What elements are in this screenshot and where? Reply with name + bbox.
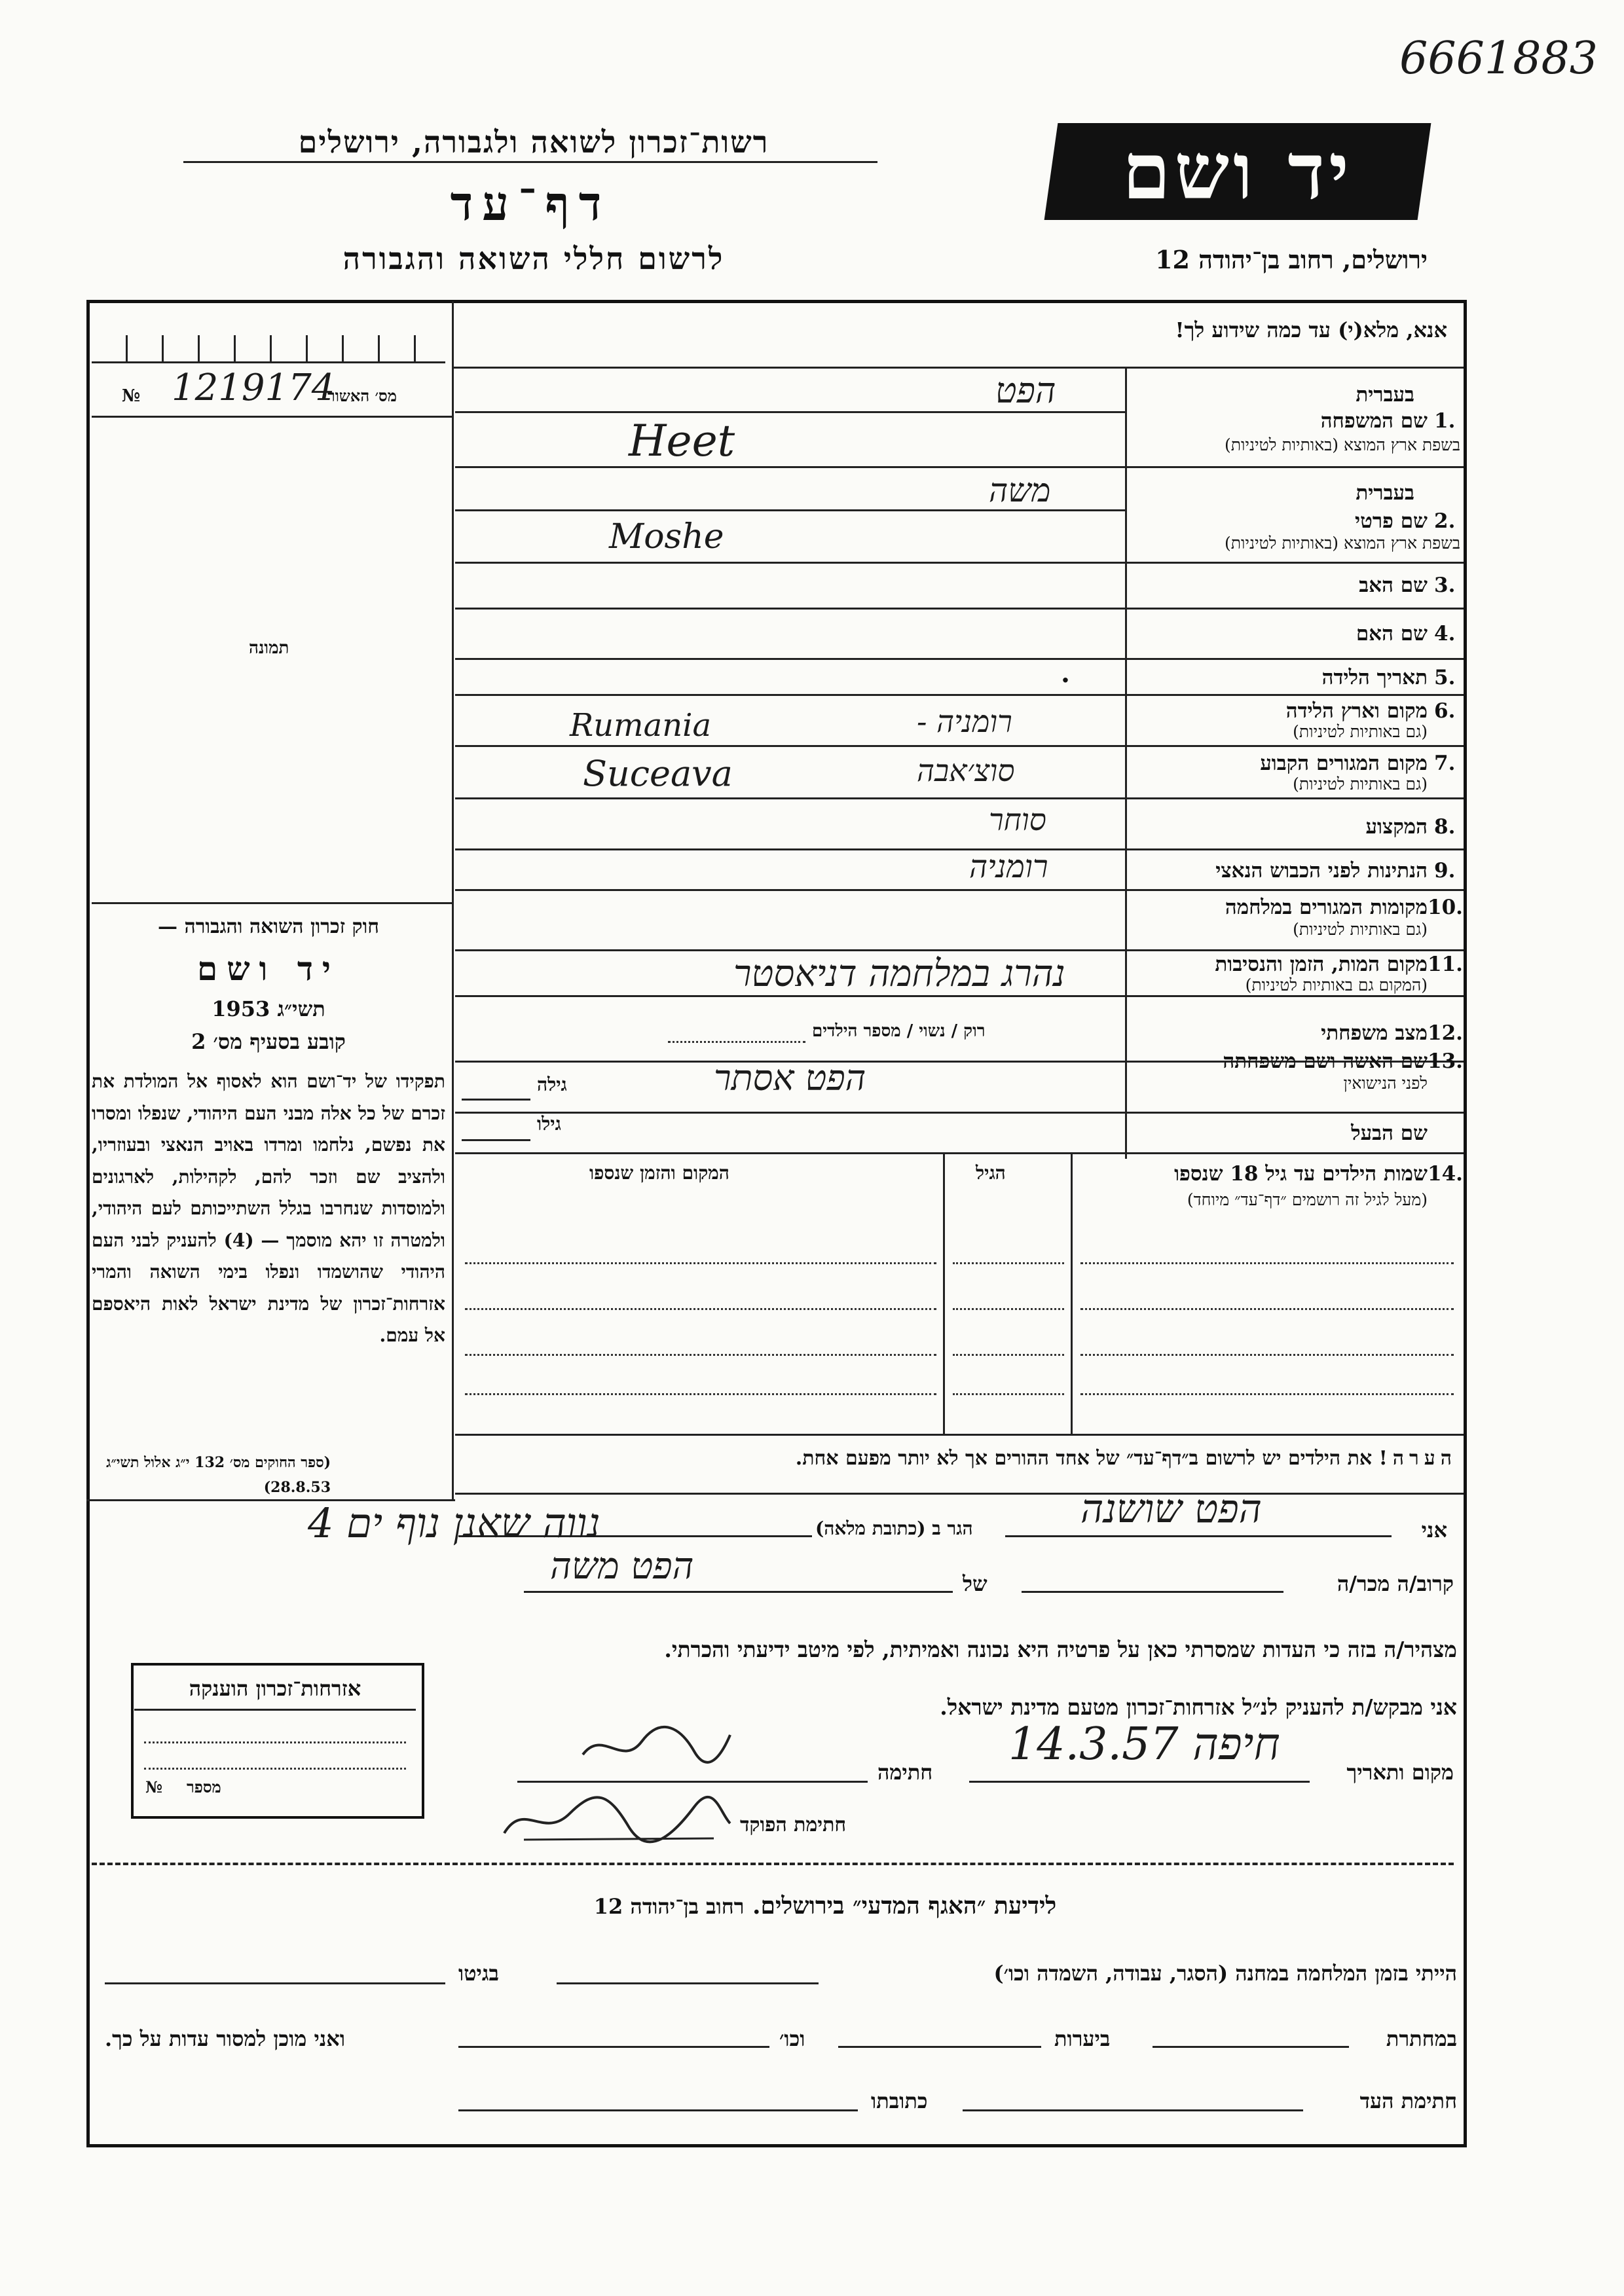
footer-address: רחוב בן־יהודה 12 — [593, 1894, 745, 1919]
row-rule — [455, 608, 1464, 610]
decl-ani: אני — [1421, 1518, 1447, 1542]
logo-text: יד ושם — [1122, 126, 1354, 217]
decl-name-line — [1005, 1535, 1392, 1537]
field-2-sub: בשפת ארץ המוצא (באותיות לטיניות) — [1225, 534, 1460, 553]
certificate-line — [144, 1741, 406, 1743]
field-11-label: מקום המות, הזמן והנסיבות — [1215, 953, 1428, 976]
footer-camp-line — [557, 1982, 819, 1984]
field-1-sub: בשפת ארץ המוצא (באותיות לטיניות) — [1225, 435, 1460, 454]
husband-age-label: גילו — [537, 1113, 561, 1135]
reg-no-rule — [92, 416, 452, 418]
signature-label: חתימה — [877, 1760, 933, 1785]
field-13-label: שם האשה ושם משפחתה — [1223, 1049, 1428, 1073]
row-rule — [455, 1152, 1464, 1154]
field-6-value-latin: Rumania — [570, 707, 712, 744]
certificate-line — [144, 1768, 406, 1770]
field-11-value: נהרג במלחמה דניאסטר — [733, 953, 1065, 995]
field-13-sub: לפני הנישואין — [1343, 1074, 1428, 1093]
officer-signature-scribble — [498, 1787, 733, 1846]
field-9-label: הנתינות לפני הכבוש הנאצי — [1215, 859, 1428, 883]
children-title: שמות הילדים עד גיל 18 שנספו — [1174, 1162, 1428, 1186]
law-source: (ספר החוקים מס׳ 132 י״ג אלול תשי״ג 28.8.53) — [106, 1454, 331, 1496]
row-rule — [455, 848, 1464, 850]
field-11-sub: (המקום גם באותיות לטיניות) — [1245, 975, 1428, 994]
row-rule — [455, 949, 1464, 951]
row-rule — [455, 995, 1464, 997]
officer-label: חתימת הפוקד — [740, 1813, 847, 1836]
row-rule — [455, 509, 1126, 511]
field-11-num: 11. — [1428, 953, 1463, 976]
field-2-value-latin: Moshe — [609, 517, 724, 556]
children-row — [953, 1262, 1064, 1264]
field-3-num: 3. — [1434, 574, 1456, 597]
field-8-value: סוחר — [989, 802, 1046, 837]
field-1-hebrew-tag: בעברית — [1356, 383, 1414, 407]
footer-underground-line — [1153, 2046, 1349, 2048]
photo-label: תמונה — [249, 638, 289, 658]
field-2-value-hebrew: משה — [989, 471, 1051, 509]
certificate-number-label: מספר — [187, 1777, 221, 1796]
row-rule — [455, 797, 1464, 799]
footer-address-line — [458, 2109, 858, 2111]
instruction-rule — [452, 367, 1464, 369]
children-row — [1080, 1354, 1454, 1356]
row-rule — [455, 745, 1464, 747]
certificate-number-symbol: № — [145, 1777, 163, 1796]
field-10-label: מקומות המגורים במלחמה — [1225, 896, 1428, 919]
row-rule — [455, 1112, 1464, 1114]
relation-value: הפט משה — [550, 1545, 694, 1588]
husband-age-line — [462, 1139, 530, 1141]
field-13-value: הפט אסתר — [714, 1057, 866, 1099]
field-9-num: 9. — [1434, 859, 1456, 883]
reg-no-symbol: № — [122, 386, 141, 406]
wife-age-label: גילה — [537, 1074, 567, 1095]
children-row — [1080, 1308, 1454, 1310]
place-date-line — [969, 1781, 1310, 1783]
children-row — [1080, 1262, 1454, 1264]
field-6-label: מקום וארץ הלידה — [1285, 699, 1428, 723]
request: אני מבקש/ת להעניק לנ״ל אזרחות־זכרון מטעם מדינת ישראל. — [940, 1694, 1457, 1720]
children-bottom-rule — [455, 1434, 1464, 1436]
place-date-label: מקום ותאריך — [1346, 1760, 1454, 1785]
field-2-num: 2. — [1434, 509, 1456, 533]
certificate-title: אזרחות־זכרון הוענקה — [189, 1676, 361, 1701]
field-7-label: מקום המגורים הקבוע — [1260, 752, 1428, 775]
field-7-value-latin: Suceava — [583, 753, 733, 794]
children-row — [953, 1308, 1064, 1310]
decl-residing: הגר ב (כתובת מלאה) — [815, 1518, 973, 1539]
field-7-num: 7. — [1434, 752, 1456, 775]
of-label: של — [963, 1571, 987, 1596]
address-value: נווה שאנן נוף ים 4 — [308, 1499, 600, 1547]
row-rule — [455, 889, 1464, 891]
children-col-divider — [943, 1152, 945, 1434]
footer-forests: ביערות — [1054, 2026, 1111, 2051]
footer-ready: ואני מוכן למסור עדות על כך. — [105, 2026, 346, 2051]
instruction: אנא, מלא(י) עד כמה שידוע לך! — [1175, 318, 1447, 342]
law-name: יד ושם — [197, 949, 340, 988]
footer-address-label: כתובתו — [871, 2088, 928, 2113]
footer-title-text: לידיעת ״האגף המדעי״ בירושלים. — [752, 1892, 1057, 1920]
certificate-title-rule — [134, 1709, 416, 1711]
field-7-value-hebrew: סוצ׳אבה — [917, 753, 1015, 788]
field-8-label: המקצוע — [1365, 815, 1428, 839]
left-column-divider — [452, 301, 454, 1499]
children-age-header: הגיל — [976, 1162, 1006, 1184]
field-5-num: 5. — [1434, 666, 1456, 689]
field-1-value-latin: Heet — [629, 416, 735, 466]
footer-underground: במחתרת — [1386, 2026, 1457, 2051]
row-rule — [455, 411, 1126, 413]
note-text: את הילדים יש לרשום ב״דף־עד״ של אחד ההורים אך לא יותר מפעם אחת. — [795, 1447, 1373, 1470]
field-5-value: . — [1061, 658, 1070, 689]
signature-scribble — [576, 1722, 733, 1768]
relation-label: קרוב/ה מכר/ה — [1337, 1571, 1454, 1596]
footer-ghetto-line — [105, 1982, 445, 1984]
reg-ticks — [92, 335, 445, 363]
reg-no-label: מס׳ האשור — [327, 386, 397, 405]
of-line — [524, 1591, 953, 1593]
cut-line — [92, 1863, 1454, 1865]
yad-vashem-logo — [1044, 123, 1431, 220]
field-2-label: שם פרטי — [1354, 509, 1428, 533]
husband-label: שם הבעל — [1351, 1121, 1428, 1145]
witness-name: הפט שושנה — [1080, 1486, 1262, 1532]
footer-witness-sig: חתימת העד — [1359, 2088, 1457, 2113]
photo-bottom-rule — [92, 902, 452, 904]
field-12-num: 12. — [1428, 1021, 1463, 1045]
law-body: תפקידו של יד־ושם הוא לאסוף אל המולדת את זכרם של כל אלה מבני העם היהודי, שנפלו ומסרו את נפשם, נלחמו ומרדו באויב הנאצי ובעוזריו, ולהציב שם וזכר להם, לקהילות, לארגונים ולמוסדות שנחרבו בגלל השתייכותם לעם היהודי, ולמטרה זו יהא מוסמך — (4) להעניק לבני העם היהודי שהושמדו ונפלו בימי השואה והמרי אזרחות־זכרון של מדינת ישראל לאות היאספם אל עמם. — [92, 1070, 446, 1346]
footer-etc-line — [458, 2046, 769, 2048]
field-6-sub: (גם באותיות לטיניות) — [1293, 722, 1428, 741]
footer-title — [458, 1892, 1192, 1920]
field-13-num: 13. — [1428, 1049, 1463, 1073]
logo-address: ירושלים, רחוב בן־יהודה 12 — [1155, 245, 1428, 274]
field-1-value-hebrew: הפט — [995, 370, 1056, 411]
law-clause: קובע בסעיף מס׳ 2 — [191, 1029, 346, 1054]
form-subtitle: לרשום חללי השואה והגבורה — [342, 241, 725, 276]
institution-name: רשות־זכרון לשואה ולגבורה, ירושלים — [298, 124, 769, 160]
footer-ghetto: בגיטו — [458, 1961, 499, 1986]
footer-forests-line — [838, 2046, 1041, 2048]
children-col-divider — [1071, 1152, 1073, 1434]
witness-signature — [576, 1722, 733, 1768]
row-rule — [455, 466, 1464, 468]
archive-number: 6661883 — [1399, 33, 1598, 84]
field-6-num: 6. — [1434, 699, 1456, 723]
field-4-num: 4. — [1434, 622, 1456, 646]
relation-line — [1022, 1591, 1283, 1593]
row-rule — [455, 562, 1464, 564]
signature-line — [517, 1781, 868, 1783]
field-1-label: שם המשפחה — [1320, 409, 1428, 433]
field-8-num: 8. — [1434, 815, 1456, 839]
statement: מצהיר/ה בזה כי העדות שמסרתי כאן על פרטיה היא נכונה ואמיתית, לפי מיטב ידיעתי והכרתי. — [664, 1637, 1457, 1662]
institution-underline — [183, 161, 877, 163]
footer-line1: הייתי בזמן המלחמה במחנה (הסגר, עבודה, השמדה וכו׳) — [993, 1961, 1457, 1986]
note-label: הערה! — [1378, 1447, 1457, 1470]
children-sub: (מעל לגיל זה רושמים ״דף־עד״ מיוחד) — [1187, 1190, 1428, 1209]
field-2-hebrew-tag: בעברית — [1356, 481, 1414, 505]
children-row — [953, 1354, 1064, 1356]
law-title: חוק זכרון השואה והגבורה — — [158, 915, 379, 938]
wife-age-line — [462, 1099, 530, 1101]
children-row — [1080, 1393, 1454, 1395]
form-title: דף־עד — [450, 175, 611, 231]
children-row — [465, 1262, 936, 1264]
children-row — [953, 1393, 1064, 1395]
children-row — [465, 1308, 936, 1310]
field-10-num: 10. — [1428, 896, 1463, 919]
children-count-dots — [668, 1041, 805, 1043]
field-5-label: תאריך הלידה — [1321, 666, 1428, 689]
reg-no-value: 1219174 — [172, 367, 335, 409]
row-rule — [455, 694, 1464, 696]
field-9-value: רומניה — [969, 848, 1048, 885]
note — [796, 1447, 1457, 1470]
field-3-label: שם האב — [1359, 574, 1428, 597]
field-4-label: שם האם — [1356, 622, 1428, 646]
field-6-value-hebrew: רומניה - — [917, 704, 1012, 739]
law-year: תשי״ג 1953 — [212, 996, 325, 1021]
note-rule — [455, 1493, 1464, 1495]
row-rule — [455, 658, 1464, 660]
field-7-sub: (גם באותיות לטיניות) — [1293, 774, 1428, 793]
marital-options: רוק / נשוי / מספר הילדים — [812, 1021, 986, 1041]
children-row — [465, 1354, 936, 1356]
footer-etc: וכו׳ — [779, 2026, 805, 2051]
children-place-header: המקום והזמן שנספו — [589, 1162, 729, 1184]
children-row — [465, 1393, 936, 1395]
children-num: 14. — [1428, 1162, 1463, 1186]
place-date-value: חיפה 14.3.57 — [1008, 1719, 1280, 1770]
field-1-num: 1. — [1434, 409, 1456, 433]
field-10-sub: (גם באותיות לטיניות) — [1293, 920, 1428, 939]
field-12-label: מצב משפחתי — [1321, 1021, 1428, 1045]
footer-witness-sig-line — [963, 2109, 1303, 2111]
officer-signature — [498, 1787, 733, 1846]
labels-column-divider — [1125, 367, 1127, 1159]
